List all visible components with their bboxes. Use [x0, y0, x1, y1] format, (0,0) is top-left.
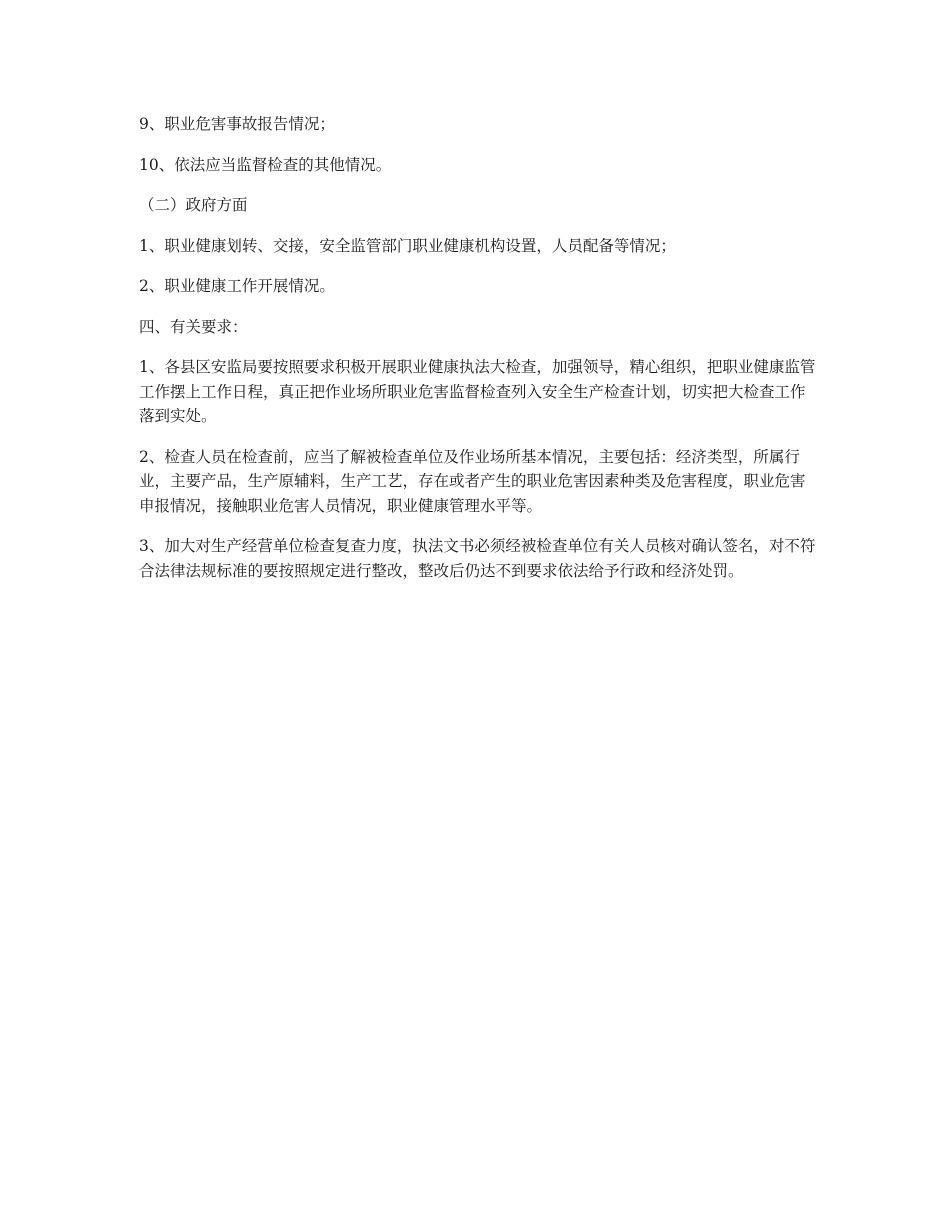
paragraph-req-item-2: 2、检查人员在检查前，应当了解被检查单位及作业场所基本情况，主要包括：经济类型，所属行业，主要产品，生产原辅料，生产工艺，存在或者产生的职业危害因素种类及危害程度，职业危害申报情况，接触职业危害人员情况，职业健康管理水平等。	[139, 447, 806, 515]
paragraph-gov-item-1: 1、职业健康划转、交接，安全监管部门职业健康机构设置，人员配备等情况；	[139, 236, 676, 255]
paragraph-req-item-1: 1、各县区安监局要按照要求积极开展职业健康执法大检查，加强领导，精心组织，把职业健康监管工作摆上工作日程，真正把作业场所职业危害监督检查列入安全生产检查计划，切实把大检查工作落到实处。	[139, 358, 816, 425]
paragraph-gov-item-2: 2、职业健康工作开展情况。	[139, 277, 335, 295]
paragraph-item-9: 9、职业危害事故报告情况；	[139, 115, 335, 133]
paragraph-req-item-3: 3、加大对生产经营单位检查复查力度，执法文书必须经被检查单位有关人员核对确认签名，对不符合法律法规标准的要按照规定进行整改，整改后仍达不到要求依法给予行政和经济处罚。	[139, 537, 816, 580]
section-heading-requirements: 四、有关要求：	[139, 317, 248, 336]
document-body	[139, 112, 819, 599]
paragraph-item-10: 10、依法应当监督检查的其他情况。	[139, 155, 392, 174]
section-heading-government: （二）政府方面	[139, 196, 248, 214]
